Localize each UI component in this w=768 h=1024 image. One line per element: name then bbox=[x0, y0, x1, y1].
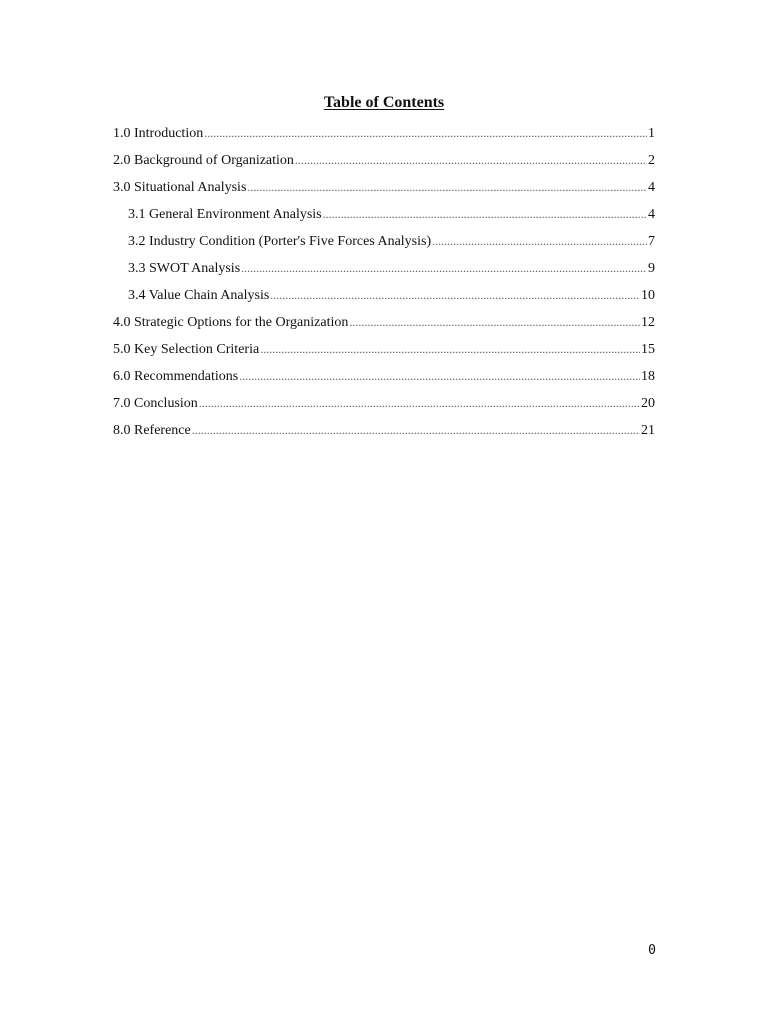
toc-entry-strategic-options[interactable] bbox=[113, 312, 655, 339]
toc-entry-reference[interactable] bbox=[113, 420, 655, 447]
toc-entry-label: 1.0 Introduction bbox=[113, 126, 204, 141]
toc-entry-swot-analysis[interactable] bbox=[113, 258, 655, 285]
toc-dot-leader bbox=[247, 177, 647, 197]
toc-entry-label: 2.0 Background of Organization bbox=[113, 153, 294, 168]
toc-dot-leader bbox=[432, 231, 647, 251]
toc-dot-leader bbox=[192, 420, 640, 440]
toc-entry-page: 7 bbox=[648, 234, 655, 249]
toc-entry-recommendations[interactable] bbox=[113, 366, 655, 393]
toc-entry-label: 3.4 Value Chain Analysis bbox=[128, 288, 270, 303]
toc-entry-industry-condition[interactable] bbox=[113, 231, 655, 258]
toc-dot-leader bbox=[204, 123, 647, 143]
toc-entry-page: 15 bbox=[641, 342, 655, 357]
toc-entry-page: 21 bbox=[641, 423, 655, 438]
toc-entry-label: 3.0 Situational Analysis bbox=[113, 180, 247, 195]
toc-dot-leader bbox=[349, 312, 640, 332]
toc-entry-page: 18 bbox=[641, 369, 655, 384]
toc-entry-label: 7.0 Conclusion bbox=[113, 396, 198, 411]
toc-dot-leader bbox=[199, 393, 640, 413]
toc-dot-leader bbox=[270, 285, 640, 305]
toc-entry-page: 2 bbox=[648, 153, 655, 168]
toc-entry-general-environment[interactable] bbox=[113, 204, 655, 231]
toc-entry-page: 20 bbox=[641, 396, 655, 411]
toc-entry-page: 1 bbox=[648, 126, 655, 141]
toc-entry-conclusion[interactable] bbox=[113, 393, 655, 420]
toc-entry-label: 8.0 Reference bbox=[113, 423, 191, 438]
toc-entry-page: 4 bbox=[648, 207, 655, 222]
toc-entry-situational-analysis[interactable] bbox=[113, 177, 655, 204]
toc-title: Table of Contents bbox=[323, 94, 445, 111]
toc-entry-background[interactable] bbox=[113, 150, 655, 177]
toc-entry-label: 4.0 Strategic Options for the Organization bbox=[113, 315, 349, 330]
toc-entry-page: 4 bbox=[648, 180, 655, 195]
toc-entry-page: 12 bbox=[641, 315, 655, 330]
toc-dot-leader bbox=[295, 150, 647, 170]
toc-entry-key-selection-criteria[interactable] bbox=[113, 339, 655, 366]
toc-entry-label: 3.1 General Environment Analysis bbox=[128, 207, 322, 222]
toc-entry-label: 3.3 SWOT Analysis bbox=[128, 261, 241, 276]
toc-entry-value-chain[interactable] bbox=[113, 285, 655, 312]
toc-entry-label: 5.0 Key Selection Criteria bbox=[113, 342, 260, 357]
toc-entry-label: 6.0 Recommendations bbox=[113, 369, 239, 384]
toc-dot-leader bbox=[260, 339, 640, 359]
toc-dot-leader bbox=[241, 258, 647, 278]
toc-entry-page: 10 bbox=[641, 288, 655, 303]
toc-entry-label: 3.2 Industry Condition (Porter's Five Forces Analysis) bbox=[128, 234, 432, 249]
toc-list bbox=[113, 123, 655, 447]
toc-entry-page: 9 bbox=[648, 261, 655, 276]
toc-dot-leader bbox=[323, 204, 647, 224]
page-number: 0 bbox=[648, 943, 656, 958]
toc-dot-leader bbox=[239, 366, 640, 386]
toc-entry-introduction[interactable] bbox=[113, 123, 655, 150]
